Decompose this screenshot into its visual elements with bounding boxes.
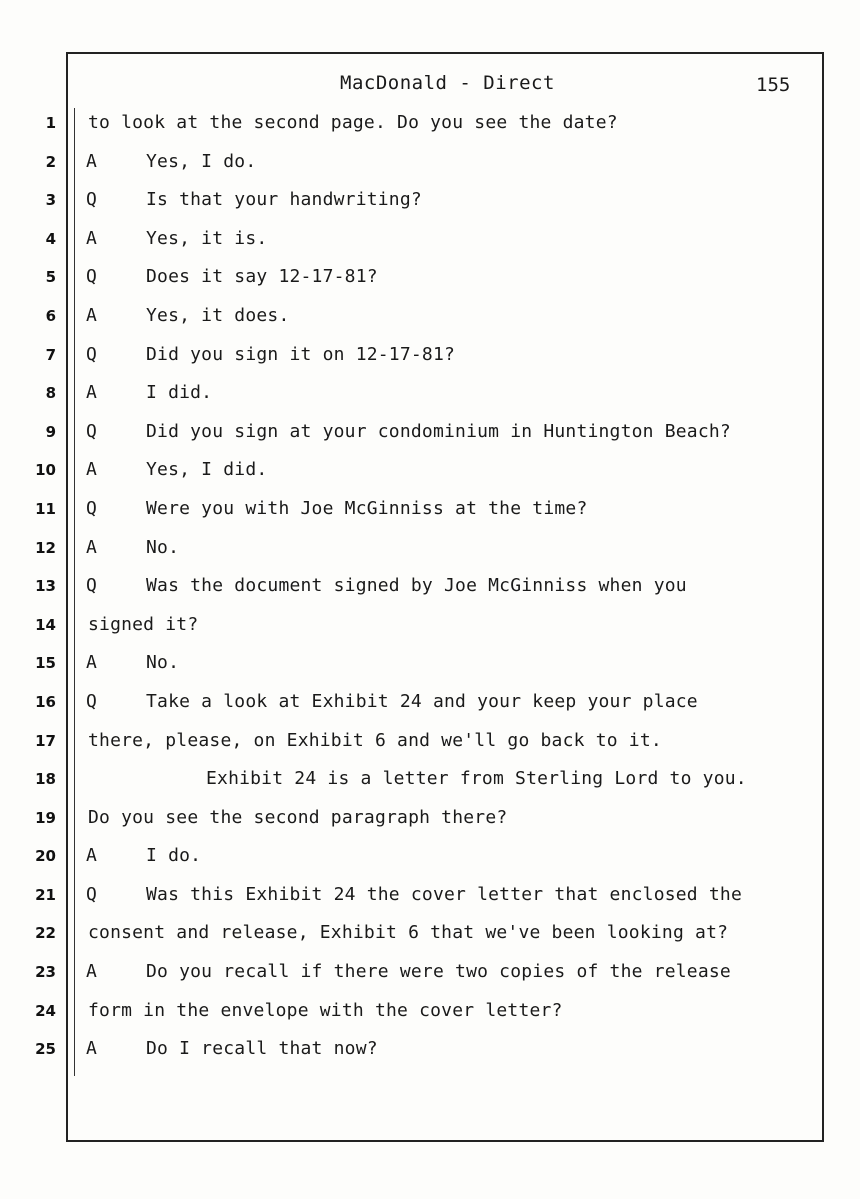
- line-text: Do I recall that now?: [146, 1038, 378, 1060]
- transcript-line: [0, 764, 860, 803]
- line-number: 12: [35, 538, 56, 557]
- transcript-line: [0, 726, 860, 765]
- line-text: Did you sign it on 12-17-81?: [146, 343, 456, 365]
- speaker-label: A: [86, 459, 97, 481]
- transcript-line: [0, 340, 860, 379]
- speaker-label: A: [86, 150, 97, 172]
- line-text: form in the envelope with the cover letter?: [88, 999, 563, 1021]
- line-number: 25: [35, 1040, 56, 1059]
- line-number: 20: [35, 847, 56, 866]
- speaker-label: Q: [86, 497, 97, 519]
- transcript-line: [0, 841, 860, 880]
- speaker-label: A: [86, 652, 97, 674]
- transcript-line: [0, 1034, 860, 1073]
- line-number: 19: [35, 808, 56, 827]
- speaker-label: A: [86, 845, 97, 867]
- line-text: Yes, I do.: [146, 150, 257, 172]
- speaker-label: A: [86, 536, 97, 558]
- line-number: 23: [35, 963, 56, 982]
- line-number: 16: [35, 692, 56, 711]
- line-text: Exhibit 24 is a letter from Sterling Lord to you.: [206, 768, 747, 790]
- transcript-line: [0, 108, 860, 147]
- line-number: 3: [45, 191, 56, 210]
- transcript-line: [0, 687, 860, 726]
- transcript-line: [0, 571, 860, 610]
- transcript-line: [0, 455, 860, 494]
- line-text: No.: [146, 536, 180, 558]
- line-text: Does it say 12-17-81?: [146, 266, 378, 288]
- line-number: 22: [35, 924, 56, 943]
- line-number: 18: [35, 770, 56, 789]
- transcript-lines: [0, 108, 860, 1073]
- line-number: 5: [45, 268, 56, 287]
- transcript-line: [0, 494, 860, 533]
- transcript-line: [0, 533, 860, 572]
- line-text: Yes, I did.: [146, 459, 268, 481]
- transcript-line: [0, 996, 860, 1035]
- transcript-line: [0, 301, 860, 340]
- page-number: 155: [756, 74, 791, 96]
- line-text: Is that your handwriting?: [146, 189, 422, 211]
- line-text: Do you see the second paragraph there?: [88, 806, 508, 828]
- line-number: 14: [35, 615, 56, 634]
- line-number: 6: [45, 306, 56, 325]
- line-text: consent and release, Exhibit 6 that we've been looking at?: [88, 922, 729, 944]
- line-number: 13: [35, 577, 56, 596]
- line-number: 10: [35, 461, 56, 480]
- line-text: Yes, it is.: [146, 227, 268, 249]
- line-text: No.: [146, 652, 180, 674]
- line-text: Was this Exhibit 24 the cover letter that enclosed the: [146, 883, 742, 905]
- line-number: 11: [35, 499, 56, 518]
- transcript-line: [0, 378, 860, 417]
- line-text: there, please, on Exhibit 6 and we'll go back to it.: [88, 729, 662, 751]
- line-number: 4: [45, 229, 56, 248]
- transcript-line: [0, 262, 860, 301]
- speaker-label: A: [86, 961, 97, 983]
- speaker-label: Q: [86, 575, 97, 597]
- transcript-line: [0, 880, 860, 919]
- transcript-line: [0, 610, 860, 649]
- speaker-label: A: [86, 382, 97, 404]
- transcript-line: [0, 147, 860, 186]
- transcript-line: [0, 224, 860, 263]
- line-number: 17: [35, 731, 56, 750]
- page-title: MacDonald - Direct: [340, 72, 555, 94]
- transcript-line: [0, 803, 860, 842]
- line-number: 15: [35, 654, 56, 673]
- speaker-label: A: [86, 304, 97, 326]
- line-text: Did you sign at your condominium in Huntington Beach?: [146, 420, 731, 442]
- speaker-label: Q: [86, 343, 97, 365]
- line-text: Were you with Joe McGinniss at the time?: [146, 497, 588, 519]
- line-text: to look at the second page. Do you see the date?: [88, 112, 618, 133]
- line-number: 2: [45, 152, 56, 171]
- line-text: signed it?: [88, 613, 199, 635]
- line-text: Was the document signed by Joe McGinniss when you: [146, 575, 687, 597]
- line-text: Yes, it does.: [146, 304, 290, 326]
- speaker-label: A: [86, 1038, 97, 1060]
- speaker-label: Q: [86, 883, 97, 905]
- transcript-line: [0, 918, 860, 957]
- line-text: Do you recall if there were two copies of the release: [146, 961, 731, 983]
- speaker-label: Q: [86, 189, 97, 211]
- transcript-line: [0, 648, 860, 687]
- speaker-label: A: [86, 227, 97, 249]
- speaker-label: Q: [86, 690, 97, 712]
- transcript-line: [0, 957, 860, 996]
- speaker-label: Q: [86, 420, 97, 442]
- line-text: Take a look at Exhibit 24 and your keep your place: [146, 690, 698, 712]
- line-text: I do.: [146, 845, 202, 867]
- line-number: 9: [45, 422, 56, 441]
- line-number: 24: [35, 1001, 56, 1020]
- line-number: 8: [45, 384, 56, 403]
- line-text: I did.: [146, 382, 213, 404]
- line-number: 21: [35, 885, 56, 904]
- speaker-label: Q: [86, 266, 97, 288]
- line-number: 7: [45, 345, 56, 364]
- transcript-line: [0, 185, 860, 224]
- transcript-line: [0, 417, 860, 456]
- line-number: 1: [45, 114, 56, 132]
